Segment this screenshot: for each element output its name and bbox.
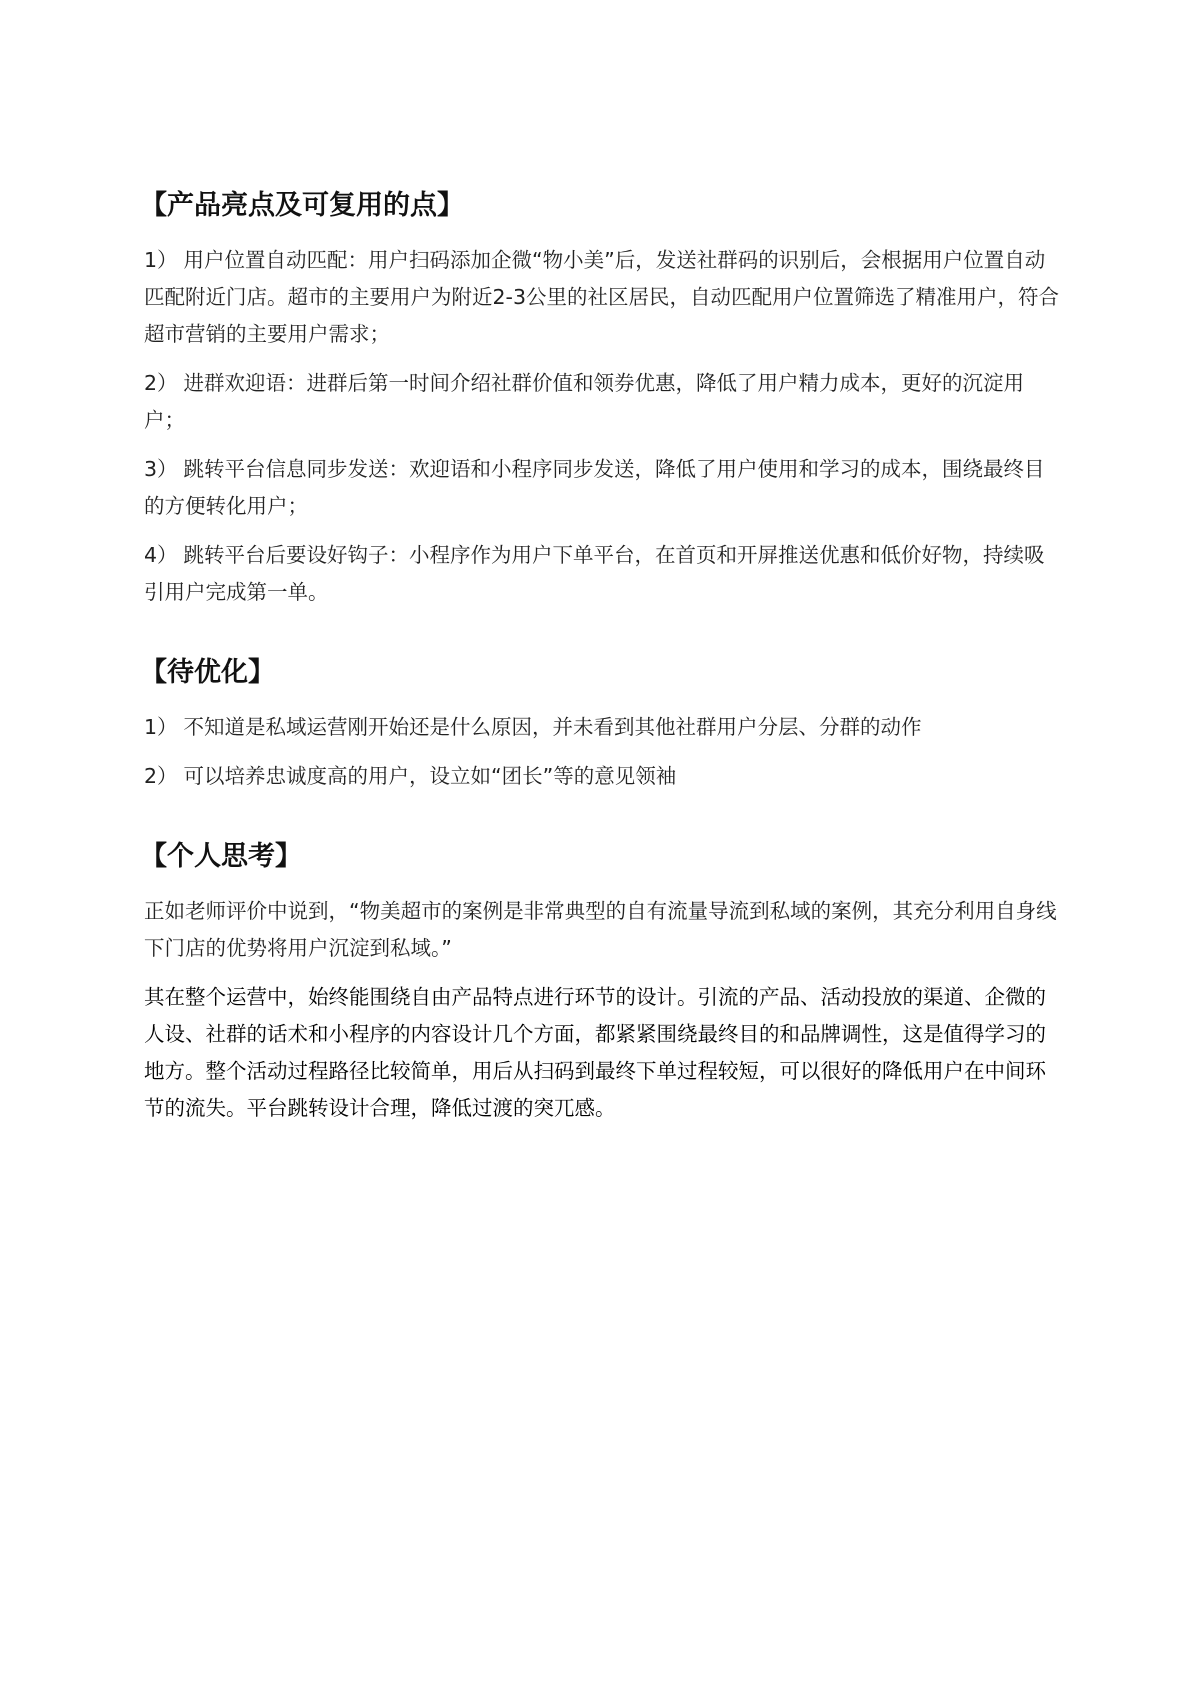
optimize-item-1: [144, 709, 1064, 746]
optimize-title: 【待优化】: [140, 657, 275, 688]
thoughts-paragraph-2: 其在整个运营中，始终能围绕自由产品特点进行环节的设计。引流的产品、活动投放的渠道、企微的人设、社群的话术和小程序的内容设计几个方面，都紧紧围绕最终目的和品牌调性，这是值得学习的地方。整个活动过程路径比较简单，用后从扫码到最终下单过程较短，可以很好的降低用户在中间环节的流失。平台跳转设计合理，降低过渡的突兀感。: [144, 985, 1046, 1120]
item-number: 2）: [144, 764, 178, 788]
optimize-item-2: [144, 758, 1064, 795]
highlights-section: [140, 188, 1064, 611]
item-number: 3）: [144, 457, 178, 481]
highlight-item-1: [144, 242, 1064, 353]
item-text: 不知道是私域运营刚开始还是什么原因，并未看到其他社群用户分层、分群的动作: [183, 715, 922, 739]
document-content: [140, 188, 1064, 1171]
thoughts-section: [140, 839, 1064, 1127]
highlight-item-4: [144, 537, 1064, 611]
optimize-section: [140, 655, 1064, 795]
thoughts-paragraph-1: 正如老师评价中说到，“物美超市的案例是非常典型的自有流量导流到私域的案例，其充分利用自身线下门店的优势将用户沉淀到私域。”: [144, 899, 1057, 960]
highlights-title: 【产品亮点及可复用的点】: [140, 190, 464, 221]
item-text: 进群欢迎语：进群后第一时间介绍社群价值和领券优惠，降低了用户精力成本，更好的沉淀用户；: [144, 371, 1025, 432]
thoughts-title: 【个人思考】: [140, 841, 302, 872]
item-text: 可以培养忠诚度高的用户，设立如“团长”等的意见领袖: [183, 764, 677, 788]
item-number: 2）: [144, 371, 178, 395]
item-number: 1）: [144, 248, 178, 272]
item-text: 跳转平台信息同步发送：欢迎语和小程序同步发送，降低了用户使用和学习的成本，围绕最终目的方便转化用户；: [144, 457, 1045, 518]
item-text: 用户位置自动匹配：用户扫码添加企微“物小美”后，发送社群码的识别后，会根据用户位置自动匹配附近门店。超市的主要用户为附近2-3公里的社区居民，自动匹配用户位置筛选了精准用户，符合超市营销的主要用户需求；: [144, 248, 1059, 346]
item-text: 跳转平台后要设好钩子：小程序作为用户下单平台，在首页和开屏推送优惠和低价好物，持续吸引用户完成第一单。: [144, 543, 1045, 604]
highlight-item-3: [144, 451, 1064, 525]
item-number: 4）: [144, 543, 178, 567]
highlight-item-2: [144, 365, 1064, 439]
item-number: 1）: [144, 715, 178, 739]
